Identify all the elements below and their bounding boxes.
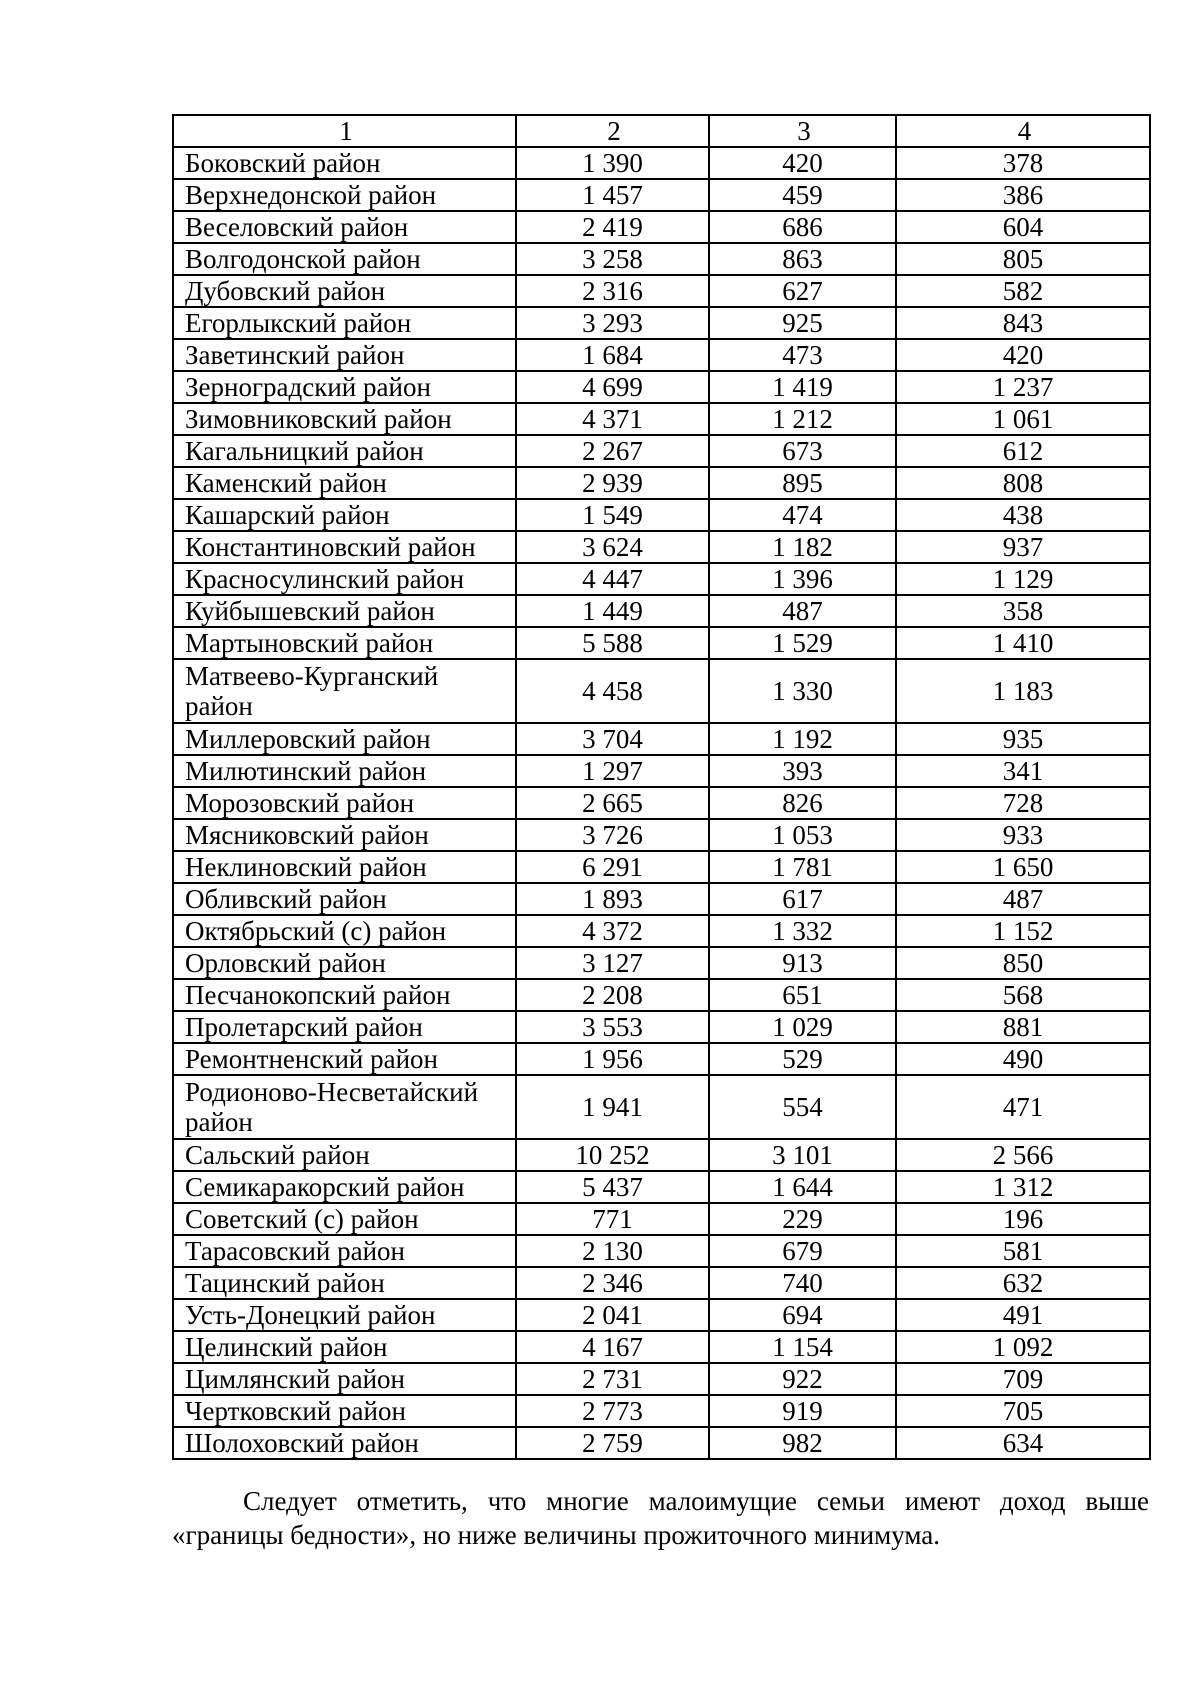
column-2-value-cell: 1 549	[516, 499, 709, 531]
column-2-value-cell: 1 457	[516, 179, 709, 211]
table-body	[173, 147, 1150, 1459]
column-3-value-cell: 673	[709, 435, 896, 467]
table-row	[173, 243, 1150, 275]
table-row	[173, 211, 1150, 243]
column-3-value-cell: 1 154	[709, 1331, 896, 1363]
column-2-value-cell: 4 699	[516, 371, 709, 403]
table-row	[173, 1331, 1150, 1363]
header-row	[173, 115, 1150, 147]
table-row	[173, 947, 1150, 979]
column-4-value-cell: 378	[896, 147, 1150, 179]
column-2-value-cell: 5 588	[516, 627, 709, 659]
district-name-cell: Веселовский район	[173, 211, 516, 243]
table-row	[173, 435, 1150, 467]
column-2-value-cell: 4 167	[516, 1331, 709, 1363]
body-paragraph: Следует отметить, что многие малоимущие семьи имеют доход выше «границы бедности», но ниже величины прожиточного минимума.	[172, 1486, 1149, 1550]
column-3-value-cell: 229	[709, 1203, 896, 1235]
column-3-value-cell: 3 101	[709, 1139, 896, 1171]
column-3-value-cell: 1 781	[709, 851, 896, 883]
column-3-value-cell: 474	[709, 499, 896, 531]
district-name-cell: Верхнедонской район	[173, 179, 516, 211]
table-row	[173, 883, 1150, 915]
district-name-cell: Песчанокопский район	[173, 979, 516, 1011]
column-4-value-cell: 805	[896, 243, 1150, 275]
column-4-value-cell: 1 410	[896, 627, 1150, 659]
column-2-value-cell: 1 390	[516, 147, 709, 179]
column-4-value-cell: 487	[896, 883, 1150, 915]
column-2-value-cell: 2 208	[516, 979, 709, 1011]
column-2-value-cell: 2 731	[516, 1363, 709, 1395]
column-4-value-cell: 1 152	[896, 915, 1150, 947]
table-row	[173, 1267, 1150, 1299]
column-4-value-cell: 1 312	[896, 1171, 1150, 1203]
column-3-value-cell: 1 529	[709, 627, 896, 659]
column-3-value-cell: 554	[709, 1075, 896, 1139]
table-row	[173, 851, 1150, 883]
district-name-cell: Ремонтненский район	[173, 1043, 516, 1075]
column-2-value-cell: 2 419	[516, 211, 709, 243]
district-name-cell: Зимовниковский район	[173, 403, 516, 435]
column-4-value-cell: 634	[896, 1427, 1150, 1459]
column-2-value-cell: 1 893	[516, 883, 709, 915]
column-4-value-cell: 632	[896, 1267, 1150, 1299]
column-2-value-cell: 4 372	[516, 915, 709, 947]
column-4-value-cell: 937	[896, 531, 1150, 563]
district-name-cell: Мясниковский район	[173, 819, 516, 851]
district-name-cell: Чертковский район	[173, 1395, 516, 1427]
district-name-cell: Тацинский район	[173, 1267, 516, 1299]
district-name-cell: Красносулинский район	[173, 563, 516, 595]
table-row	[173, 627, 1150, 659]
column-2-value-cell: 3 127	[516, 947, 709, 979]
column-header-1: 1	[173, 115, 516, 147]
table-row	[173, 531, 1150, 563]
table-row	[173, 787, 1150, 819]
table-row	[173, 1299, 1150, 1331]
column-4-value-cell: 420	[896, 339, 1150, 371]
column-2-value-cell: 3 553	[516, 1011, 709, 1043]
table-header	[173, 115, 1150, 147]
table-row	[173, 659, 1150, 723]
column-2-value-cell: 2 041	[516, 1299, 709, 1331]
column-3-value-cell: 473	[709, 339, 896, 371]
district-name-cell: Матвеево-Курганский район	[173, 659, 516, 723]
column-3-value-cell: 1 644	[709, 1171, 896, 1203]
column-3-value-cell: 1 212	[709, 403, 896, 435]
district-name-cell: Шолоховский район	[173, 1427, 516, 1459]
district-data-table	[172, 114, 1151, 1460]
column-4-value-cell: 705	[896, 1395, 1150, 1427]
column-3-value-cell: 1 396	[709, 563, 896, 595]
column-2-value-cell: 1 941	[516, 1075, 709, 1139]
column-2-value-cell: 2 759	[516, 1427, 709, 1459]
column-4-value-cell: 933	[896, 819, 1150, 851]
column-3-value-cell: 982	[709, 1427, 896, 1459]
column-4-value-cell: 843	[896, 307, 1150, 339]
column-3-value-cell: 922	[709, 1363, 896, 1395]
column-3-value-cell: 913	[709, 947, 896, 979]
table-row	[173, 1427, 1150, 1459]
table-row	[173, 755, 1150, 787]
district-name-cell: Цимлянский район	[173, 1363, 516, 1395]
district-name-cell: Константиновский район	[173, 531, 516, 563]
table-row	[173, 979, 1150, 1011]
column-2-value-cell: 2 665	[516, 787, 709, 819]
table-row	[173, 339, 1150, 371]
column-3-value-cell: 740	[709, 1267, 896, 1299]
district-name-cell: Сальский район	[173, 1139, 516, 1171]
column-2-value-cell: 4 371	[516, 403, 709, 435]
column-2-value-cell: 6 291	[516, 851, 709, 883]
column-3-value-cell: 895	[709, 467, 896, 499]
district-name-cell: Советский (с) район	[173, 1203, 516, 1235]
table-row	[173, 1043, 1150, 1075]
column-2-value-cell: 1 449	[516, 595, 709, 627]
district-name-cell: Неклиновский район	[173, 851, 516, 883]
column-2-value-cell: 5 437	[516, 1171, 709, 1203]
column-4-value-cell: 581	[896, 1235, 1150, 1267]
column-2-value-cell: 2 939	[516, 467, 709, 499]
table-row	[173, 1235, 1150, 1267]
table-row	[173, 1075, 1150, 1139]
table-row	[173, 1395, 1150, 1427]
column-header-2: 2	[516, 115, 709, 147]
column-3-value-cell: 651	[709, 979, 896, 1011]
column-3-value-cell: 420	[709, 147, 896, 179]
column-3-value-cell: 1 332	[709, 915, 896, 947]
table-row	[173, 275, 1150, 307]
district-name-cell: Заветинский район	[173, 339, 516, 371]
district-name-cell: Кагальницкий район	[173, 435, 516, 467]
column-4-value-cell: 341	[896, 755, 1150, 787]
table-row	[173, 179, 1150, 211]
column-3-value-cell: 459	[709, 179, 896, 211]
column-header-3: 3	[709, 115, 896, 147]
column-4-value-cell: 1 092	[896, 1331, 1150, 1363]
column-4-value-cell: 1 183	[896, 659, 1150, 723]
district-name-cell: Обливский район	[173, 883, 516, 915]
column-2-value-cell: 2 267	[516, 435, 709, 467]
district-name-cell: Волгодонской район	[173, 243, 516, 275]
district-name-cell: Семикаракорский район	[173, 1171, 516, 1203]
district-name-cell: Милютинский район	[173, 755, 516, 787]
table-row	[173, 563, 1150, 595]
column-4-value-cell: 1 129	[896, 563, 1150, 595]
column-4-value-cell: 2 566	[896, 1139, 1150, 1171]
column-3-value-cell: 826	[709, 787, 896, 819]
district-name-cell: Боковский район	[173, 147, 516, 179]
table-row	[173, 371, 1150, 403]
district-name-cell: Кашарский район	[173, 499, 516, 531]
table-row	[173, 467, 1150, 499]
column-4-value-cell: 490	[896, 1043, 1150, 1075]
column-4-value-cell: 568	[896, 979, 1150, 1011]
column-2-value-cell: 1 297	[516, 755, 709, 787]
district-name-cell: Тарасовский район	[173, 1235, 516, 1267]
district-name-cell: Пролетарский район	[173, 1011, 516, 1043]
column-3-value-cell: 679	[709, 1235, 896, 1267]
district-name-cell: Куйбышевский район	[173, 595, 516, 627]
district-name-cell: Дубовский район	[173, 275, 516, 307]
column-3-value-cell: 694	[709, 1299, 896, 1331]
column-3-value-cell: 1 053	[709, 819, 896, 851]
column-2-value-cell: 10 252	[516, 1139, 709, 1171]
column-4-value-cell: 196	[896, 1203, 1150, 1235]
district-name-cell: Егорлыкский район	[173, 307, 516, 339]
column-2-value-cell: 3 624	[516, 531, 709, 563]
table-row	[173, 819, 1150, 851]
district-name-cell: Усть-Донецкий район	[173, 1299, 516, 1331]
column-4-value-cell: 1 237	[896, 371, 1150, 403]
table-row	[173, 595, 1150, 627]
column-3-value-cell: 1 182	[709, 531, 896, 563]
column-2-value-cell: 2 346	[516, 1267, 709, 1299]
column-2-value-cell: 4 458	[516, 659, 709, 723]
column-4-value-cell: 935	[896, 723, 1150, 755]
column-3-value-cell: 1 419	[709, 371, 896, 403]
column-3-value-cell: 863	[709, 243, 896, 275]
column-4-value-cell: 1 650	[896, 851, 1150, 883]
column-3-value-cell: 487	[709, 595, 896, 627]
column-3-value-cell: 1 192	[709, 723, 896, 755]
column-2-value-cell: 2 316	[516, 275, 709, 307]
column-4-value-cell: 881	[896, 1011, 1150, 1043]
column-3-value-cell: 627	[709, 275, 896, 307]
column-2-value-cell: 3 258	[516, 243, 709, 275]
column-4-value-cell: 358	[896, 595, 1150, 627]
district-name-cell: Миллеровский район	[173, 723, 516, 755]
column-2-value-cell: 771	[516, 1203, 709, 1235]
column-4-value-cell: 582	[896, 275, 1150, 307]
column-4-value-cell: 491	[896, 1299, 1150, 1331]
table-row	[173, 403, 1150, 435]
column-2-value-cell: 3 293	[516, 307, 709, 339]
table-row	[173, 1011, 1150, 1043]
table-row	[173, 1363, 1150, 1395]
column-4-value-cell: 386	[896, 179, 1150, 211]
column-4-value-cell: 604	[896, 211, 1150, 243]
column-4-value-cell: 808	[896, 467, 1150, 499]
column-4-value-cell: 1 061	[896, 403, 1150, 435]
table-row	[173, 499, 1150, 531]
column-3-value-cell: 925	[709, 307, 896, 339]
district-name-cell: Октябрьский (с) район	[173, 915, 516, 947]
district-name-cell: Зерноградский район	[173, 371, 516, 403]
column-3-value-cell: 686	[709, 211, 896, 243]
column-4-value-cell: 850	[896, 947, 1150, 979]
column-4-value-cell: 471	[896, 1075, 1150, 1139]
column-3-value-cell: 617	[709, 883, 896, 915]
table-row	[173, 1203, 1150, 1235]
column-header-4: 4	[896, 115, 1150, 147]
column-3-value-cell: 529	[709, 1043, 896, 1075]
district-name-cell: Целинский район	[173, 1331, 516, 1363]
district-name-cell: Орловский район	[173, 947, 516, 979]
district-name-cell: Морозовский район	[173, 787, 516, 819]
table-row	[173, 915, 1150, 947]
district-name-cell: Каменский район	[173, 467, 516, 499]
district-name-cell: Родионово-Несветайский район	[173, 1075, 516, 1139]
column-2-value-cell: 2 773	[516, 1395, 709, 1427]
table-row	[173, 1139, 1150, 1171]
column-2-value-cell: 2 130	[516, 1235, 709, 1267]
table-row	[173, 1171, 1150, 1203]
column-3-value-cell: 393	[709, 755, 896, 787]
column-3-value-cell: 1 029	[709, 1011, 896, 1043]
column-3-value-cell: 919	[709, 1395, 896, 1427]
column-2-value-cell: 3 726	[516, 819, 709, 851]
column-2-value-cell: 1 956	[516, 1043, 709, 1075]
column-4-value-cell: 728	[896, 787, 1150, 819]
column-3-value-cell: 1 330	[709, 659, 896, 723]
column-2-value-cell: 3 704	[516, 723, 709, 755]
column-2-value-cell: 1 684	[516, 339, 709, 371]
table-row	[173, 307, 1150, 339]
column-4-value-cell: 438	[896, 499, 1150, 531]
column-4-value-cell: 612	[896, 435, 1150, 467]
table-row	[173, 147, 1150, 179]
column-4-value-cell: 709	[896, 1363, 1150, 1395]
table-row	[173, 723, 1150, 755]
district-name-cell: Мартыновский район	[173, 627, 516, 659]
column-2-value-cell: 4 447	[516, 563, 709, 595]
